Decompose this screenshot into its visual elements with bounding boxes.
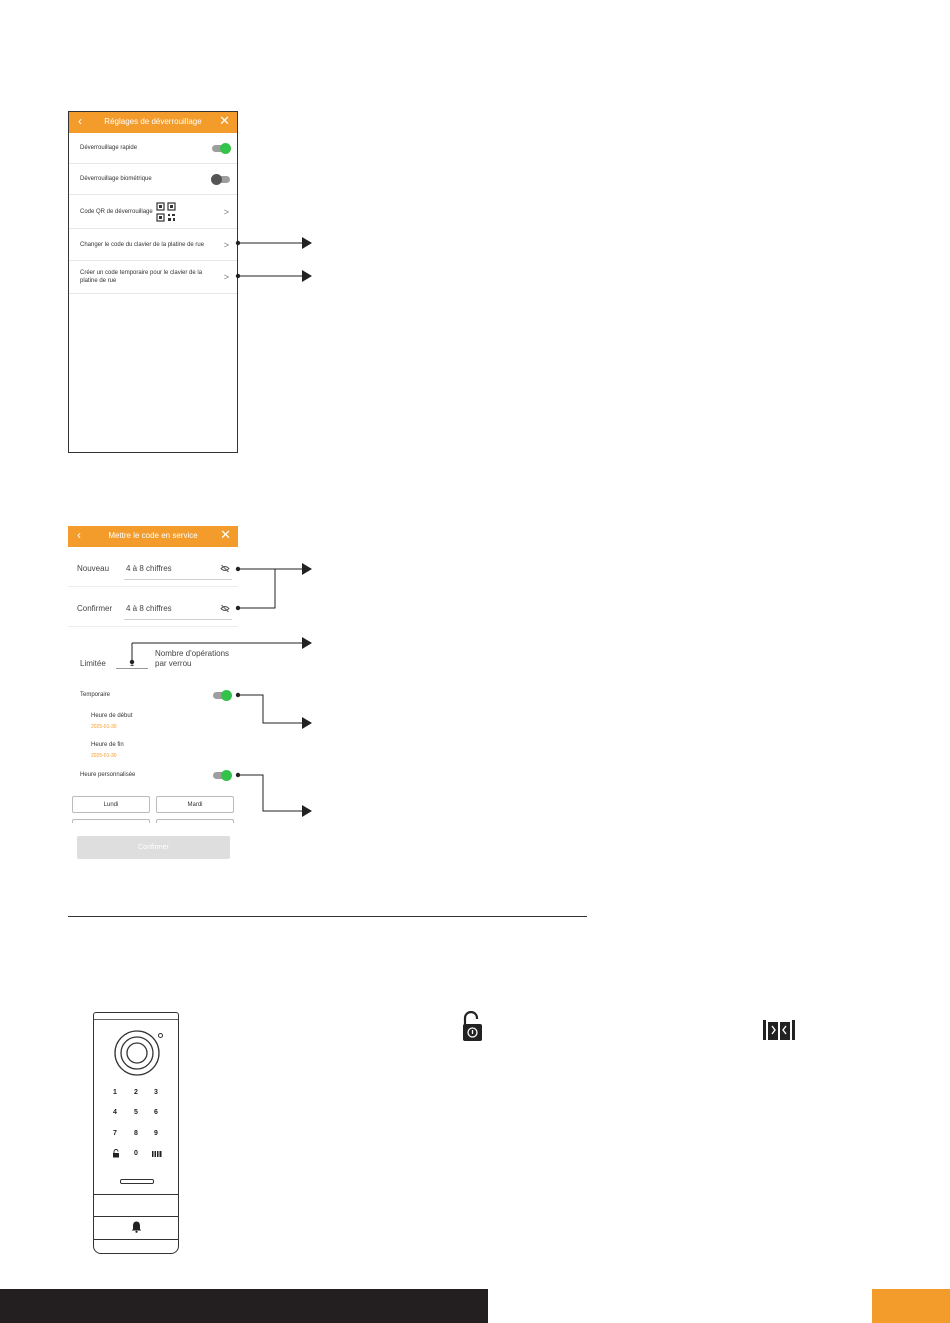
confirm-button[interactable]: Confirmer (77, 836, 230, 859)
gate-key-icon[interactable] (152, 1151, 162, 1157)
limited-label: Limitée (80, 659, 106, 668)
row-change-keypad-code[interactable] (69, 229, 237, 261)
row-label: Créer un code temporaire pour le clavier de la platine de rue (80, 270, 203, 284)
new-code-row (68, 564, 238, 586)
eye-off-icon[interactable] (220, 564, 230, 573)
key-2[interactable]: 2 (134, 1089, 138, 1096)
day-button-tuesday[interactable]: Mardi (156, 796, 234, 813)
bell-icon[interactable] (131, 1221, 142, 1233)
row-label: Changer le code du clavier de la platine de rue (80, 241, 205, 248)
custom-time-label: Heure personnalisée (80, 772, 136, 778)
chevron-right-icon: > (223, 206, 229, 217)
screen1-header (69, 112, 237, 133)
screen1-title: Réglages de déverrouillage (104, 117, 202, 126)
key-4[interactable]: 4 (113, 1109, 117, 1116)
screen2-callout-arrows (230, 558, 320, 818)
key-8[interactable]: 8 (134, 1130, 138, 1137)
unlock-key-icon[interactable] (112, 1149, 120, 1158)
gate-icon (763, 1020, 795, 1040)
row-label: Déverrouillage rapide (80, 145, 138, 151)
custom-time-toggle[interactable] (213, 772, 231, 779)
card-reader-slot (120, 1179, 154, 1184)
limited-callout-line (126, 640, 236, 670)
start-time-label: Heure de début (91, 713, 133, 719)
chevron-right-icon: > (223, 239, 229, 250)
start-time-value[interactable]: 2025-01-30 (91, 724, 117, 730)
padlock-open-icon (460, 1011, 484, 1043)
key-0[interactable]: 0 (134, 1150, 138, 1157)
key-1[interactable]: 1 (113, 1089, 117, 1096)
activate-code-screen (68, 526, 238, 866)
row-label: Déverrouillage biométrique (80, 176, 152, 182)
confirm-code-label: Confirmer (77, 604, 113, 613)
screen2-title: Mettre le code en service (108, 531, 198, 540)
section-divider (68, 916, 587, 917)
key-9[interactable]: 9 (154, 1130, 158, 1137)
unlock-settings-screen (68, 111, 238, 453)
sensor-dot (158, 1033, 163, 1038)
row-label: Code QR de déverrouillage (80, 208, 153, 215)
row-biometric-unlock[interactable] (69, 164, 237, 195)
row-quick-unlock[interactable] (69, 133, 237, 164)
chevron-right-icon: > (223, 272, 229, 282)
quick-unlock-toggle[interactable] (212, 145, 230, 152)
temporary-toggle[interactable] (213, 692, 231, 699)
limited-description: Nombre d'opérations par verrou (155, 649, 230, 668)
day-button-partial (72, 819, 150, 823)
key-6[interactable]: 6 (154, 1109, 158, 1116)
key-7[interactable]: 7 (113, 1130, 117, 1137)
temporary-label: Temporaire (80, 692, 111, 698)
footer-accent-bar (872, 1289, 950, 1323)
biometric-unlock-toggle[interactable] (212, 176, 230, 183)
confirm-code-input[interactable]: 4 à 8 chiffres (126, 604, 172, 613)
divider (68, 626, 238, 627)
divider (68, 586, 238, 587)
day-button-partial (156, 819, 234, 823)
close-icon[interactable]: ✕ (219, 113, 230, 128)
day-button-monday[interactable]: Lundi (72, 796, 150, 813)
row-temporary-code[interactable] (69, 261, 237, 294)
row-qr-code[interactable] (69, 195, 237, 229)
end-time-value[interactable]: 2025-01-30 (91, 753, 117, 759)
new-code-label: Nouveau (77, 564, 110, 573)
confirm-code-row (68, 604, 238, 626)
new-code-input[interactable]: 4 à 8 chiffres (126, 564, 172, 573)
camera-lens-icon (112, 1028, 162, 1078)
back-icon[interactable]: ‹ (77, 528, 81, 542)
eye-off-icon[interactable] (220, 604, 230, 613)
footer-dark-bar (0, 1289, 488, 1323)
key-5[interactable]: 5 (134, 1109, 138, 1116)
door-station-keypad (93, 1012, 179, 1254)
back-icon[interactable]: ‹ (78, 114, 82, 128)
screen1-callout-arrows (230, 230, 320, 290)
screen2-header (68, 526, 238, 547)
close-icon[interactable]: ✕ (220, 527, 231, 542)
qr-code-icon (156, 202, 176, 222)
end-time-label: Heure de fin (91, 742, 124, 748)
key-3[interactable]: 3 (154, 1089, 158, 1096)
